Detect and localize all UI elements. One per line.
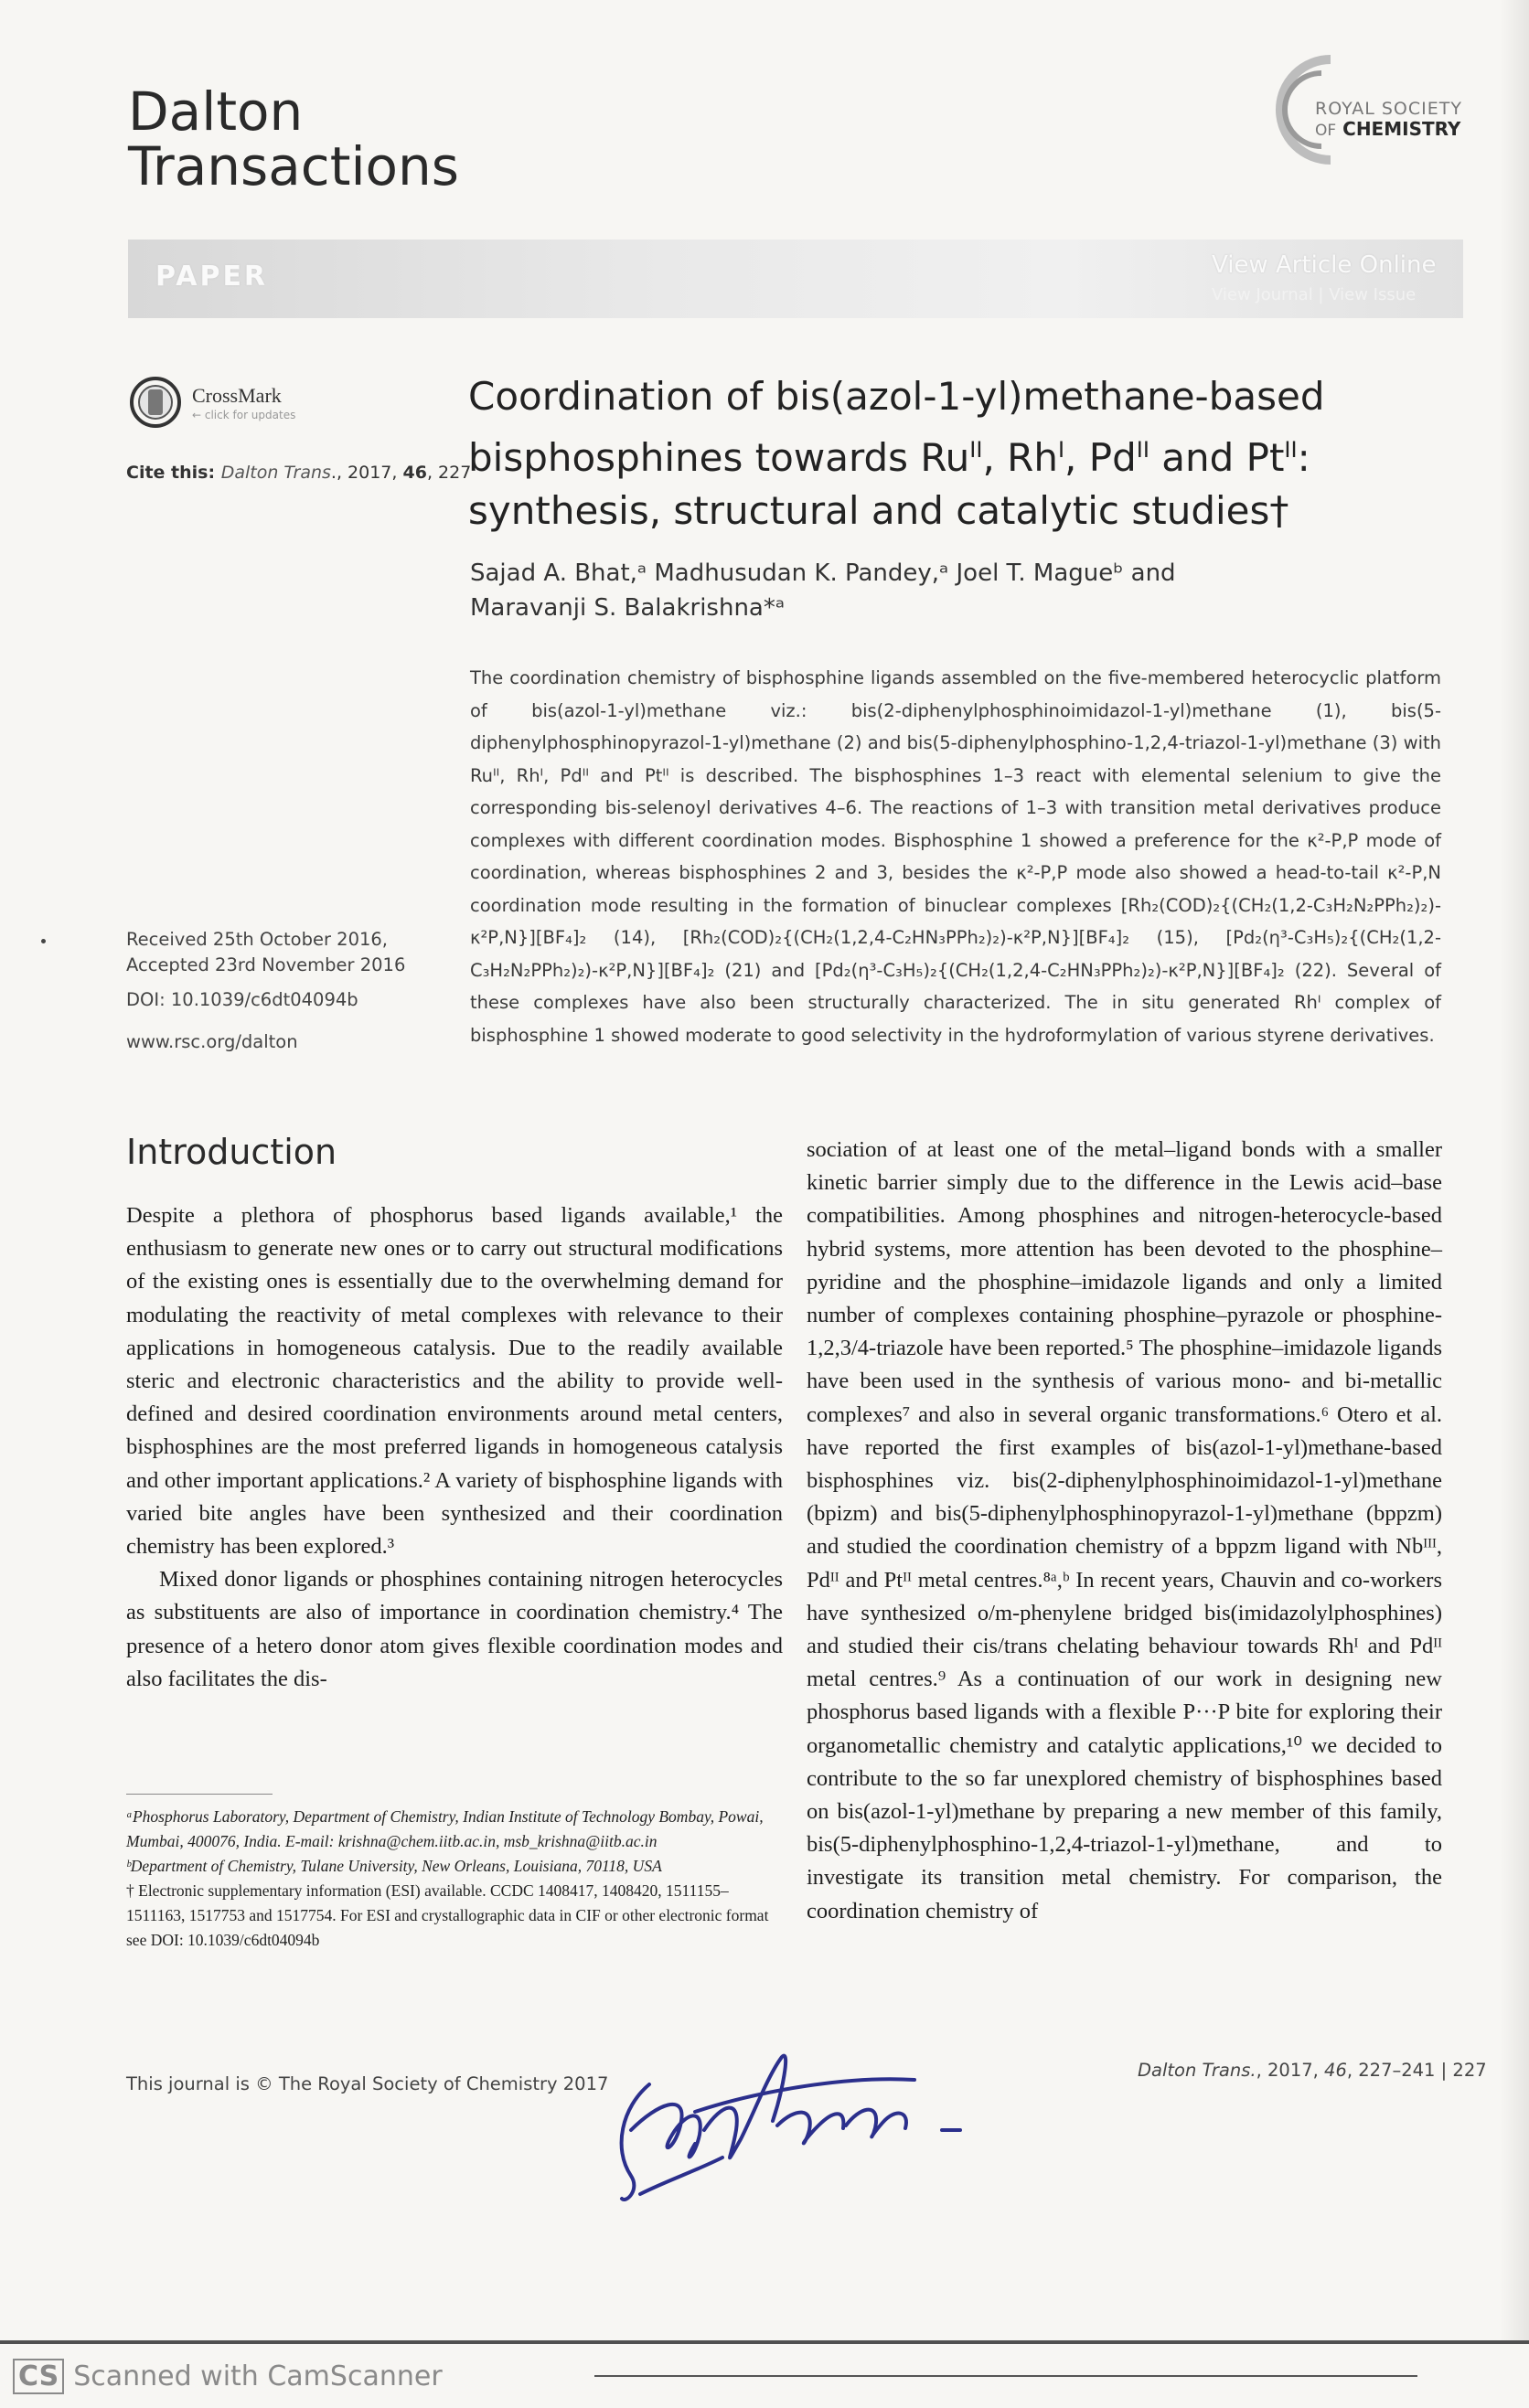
rsc-wordmark <box>1315 99 1462 141</box>
footer-pages: , 227–241 | 227 <box>1346 2060 1487 2081</box>
footnote-affiliation-b: ᵇDepartment of Chemistry, Tulane University, New Orleans, Louisiana, 70118, USA <box>126 1857 662 1875</box>
title-line2-b: , Rh <box>982 435 1058 480</box>
accepted-date: Accepted 23rd November 2016 <box>126 954 406 975</box>
intro-paragraph-3: sociation of at least one of the metal–ligand bonds with a smaller kinetic barrier simply due to the difference in the Lewis acid–base compatibilities. Among phosphines and nitrogen-heterocycle-based hybrid systems, more attention has been devoted to the phosphine–pyridine and the phosphine–imidazole ligands and only a limited number of complexes containing phosphine–pyrazole or phosphine-1,2,3/4-triazole have been reported.⁵ The phosphine–imidazole ligands have been used in the synthesis of various mono- and bi-metallic complexes⁷ and also in several organic transformations.⁶ Otero et al. have reported the first examples of bis(azol-1-yl)methane-based bisphosphines viz. bis(2-diphenylphosphinoimidazol-1-yl)methane (bpizm) and bis(5-diphenylphosphinopyrazol-1-yl)methane (bppzm) and studied the coordination chemistry of a bppzm ligand with Nbᴵᴵᴵ, Pdᴵᴵ and Ptᴵᴵ metal centres.⁸ᵃ,ᵇ In recent years, Chauvin and co-workers have synthesized o/m-phenylene bridged bis(imidazolylphosphines) and studied their cis/trans chelating behaviour towards Rhᴵ and Pdᴵᴵ metal centres.⁹ As a continuation of our work in designing new phosphorus based ligands with a flexible P···P bite for exploring their organometallic chemistry and catalytic applications,¹⁰ we decided to contribute to the so far unexplored chemistry of bisphosphines based on bis(azol-1-yl)methane by preparing a new member of this family, bis(5-diphenylphosphino-1,2,4-triazol-1-yl)methane, and to investigate its transition metal chemistry. For comparison, the coordination chemistry of <box>807 1137 1442 1923</box>
journal-title <box>128 80 460 197</box>
intro-paragraph-2: Mixed donor ligands or phosphines containing nitrogen heterocycles as substituents are also of importance in coordination chemistry.⁴ The presence of a hetero donor atom gives flexible coordination modes and also facilitates the dis- <box>126 1567 783 1691</box>
page-footer-citation <box>1138 2060 1487 2081</box>
cite-volume: 46 <box>402 463 427 483</box>
article-type-label: PAPER <box>155 261 269 293</box>
camscanner-watermark <box>13 2359 443 2394</box>
cite-this <box>126 463 471 483</box>
footer-year: , 2017, <box>1256 2060 1325 2081</box>
article-title <box>468 370 1456 538</box>
footnote-esi: † Electronic supplementary information (ESI) available. CCDC 1408417, 1408420, 1511155–1511163, 1517753 and 1517754. For ESI and crystallographic data in CIF or other electronic format see DOI: 10.1039/c6dt04094b <box>126 1881 769 1949</box>
body-column-left <box>126 1199 783 1696</box>
rsc-line2 <box>1315 119 1462 141</box>
title-line1: Coordination of bis(azol-1-yl)methane-based <box>468 374 1325 419</box>
view-article-online-link[interactable]: View Article Online <box>1212 251 1437 279</box>
title-line2-c: , Pd <box>1064 435 1137 480</box>
cite-pages: , 227 <box>426 463 472 483</box>
footnotes <box>126 1805 783 1953</box>
footnote-rule <box>126 1794 273 1795</box>
title-line2-e: : <box>1297 435 1310 480</box>
view-journal-link[interactable]: View Journal | View Issue <box>1212 285 1417 304</box>
camscanner-text: Scanned with CamScanner <box>73 2360 443 2392</box>
authors-line1: Sajad A. Bhat,ᵃ Madhusudan K. Pandey,ᵃ Joel T. Magueᵇ and <box>470 559 1176 587</box>
title-line2-d: and Pt <box>1149 435 1285 480</box>
body-column-right <box>807 1134 1442 1928</box>
journal-title-line2: Transactions <box>128 135 460 197</box>
authors-line2: Maravanji S. Balakrishna*ᵃ <box>470 594 786 622</box>
doi-link[interactable]: DOI: 10.1039/c6dt04094b <box>126 989 358 1010</box>
cite-prefix: Cite this: <box>126 463 221 483</box>
title-line2 <box>468 423 1456 485</box>
crossmark-label: CrossMark <box>192 384 282 407</box>
rsc-line2-prefix: OF <box>1315 122 1337 140</box>
footer-volume: 46 <box>1324 2060 1347 2081</box>
margin-mark <box>41 939 46 943</box>
title-sup-ru: II <box>969 437 983 463</box>
handwritten-signature-icon <box>585 2020 988 2222</box>
scan-edge-line <box>594 2375 1417 2377</box>
rsc-line1: ROYAL SOCIETY <box>1315 99 1462 119</box>
crossmark-sub: ← click for updates <box>192 409 296 421</box>
cite-year: ., 2017, <box>330 463 403 483</box>
abstract: The coordination chemistry of bisphosphine ligands assembled on the five-membered heterocyclic platform of bis(azol-1-yl)methane viz.: bis(2-diphenylphosphinoimidazol-1-yl)methane (1), bis(5-diphenylphosphinopyrazol-1-yl)methane (2) and bis(5-diphenylphosphino-1,2,4-triazol-1-yl)methane (3) with Ruᴵᴵ, Rhᴵ, Pdᴵᴵ and Ptᴵᴵ is described. The bisphosphines 1–3 react with elemental selenium to give the corresponding bis-selenoyl derivatives 4–6. The reactions of 1–3 with transition metal derivatives produce complexes with different coordination modes. Bisphosphine 1 showed a preference for the κ²-P,P mode of coordination, whereas bisphosphines 2 and 3, besides the κ²-P,P mode also showed a head-to-tail κ²-P,N coordination mode resulting in the formation of binuclear complexes [Rh₂(COD)₂{(CH₂(1,2-C₃H₂N₂PPh₂)₂)-κ²P,N}][BF₄]₂ (14), [Rh₂(COD)₂{(CH₂(1,2,4-C₂HN₃PPh₂)₂)-κ²P,N}][BF₄]₂ (15), [Pd₂(η³-C₃H₅)₂{(CH₂(1,2-C₃H₂N₂PPh₂)₂)-κ²P,N}][BF₄]₂ (21) and [Pd₂(η³-C₃H₅)₂{(CH₂(1,2,4-C₂HN₃PPh₂)₂)-κ²P,N}][BF₄]₂ (22). Several of these complexes have also been structurally characterized. The in situ generated Rhᴵ complex of bisphosphine 1 showed moderate to good selectivity in the hydroformylation of various styrene derivatives. <box>470 667 1441 1046</box>
footnote-affiliation-a: ᵃPhosphorus Laboratory, Department of Chemistry, Indian Institute of Technology Bombay, Powai, Mumbai, 400076, India. E-mail: krishna@chem.iitb.ac.in, msb_krishna@iitb.ac.in <box>126 1807 764 1850</box>
title-line3: synthesis, structural and catalytic studies† <box>468 488 1289 533</box>
received-dates <box>126 927 405 978</box>
cite-journal: Dalton Trans <box>220 463 331 483</box>
journal-website-link[interactable]: www.rsc.org/dalton <box>126 1031 298 1052</box>
intro-paragraph-1: Despite a plethora of phosphorus based ligands available,¹ the enthusiasm to generate new ones or to carry out structural modifications of the existing ones is essentially due to the overwhelming demand for modulating the reactivity of metal complexes with relevance to their applications in homogeneous catalysis. Due to the readily available steric and electronic characteristics and the ability to provide well-defined and desired coordination environments around metal centers, bisphosphines are the most preferred ligands in homogeneous catalysis and other important applications.² A variety of bisphosphine ligands with varied bite angles have been synthesized and their coordination chemistry has been explored.³ <box>126 1203 783 1560</box>
section-heading-introduction: Introduction <box>126 1132 337 1172</box>
title-line2-a: bisphosphines towards Ru <box>468 435 970 480</box>
title-sup-pd: II <box>1136 437 1149 463</box>
rsc-line2-bold: CHEMISTRY <box>1342 118 1461 140</box>
page-edge-shadow <box>1500 0 1529 2340</box>
camscanner-badge: CS <box>13 2359 64 2394</box>
copyright-footer: This journal is © The Royal Society of Chemistry 2017 <box>126 2073 609 2094</box>
footer-journal: Dalton Trans. <box>1138 2060 1256 2081</box>
title-sup-pt: II <box>1284 437 1298 463</box>
authors <box>470 556 1458 625</box>
scan-edge-shadow <box>0 2340 1529 2344</box>
received-date: Received 25th October 2016, <box>126 929 388 950</box>
title-sup-rh: I <box>1057 437 1065 463</box>
journal-title-line1: Dalton <box>128 80 304 143</box>
